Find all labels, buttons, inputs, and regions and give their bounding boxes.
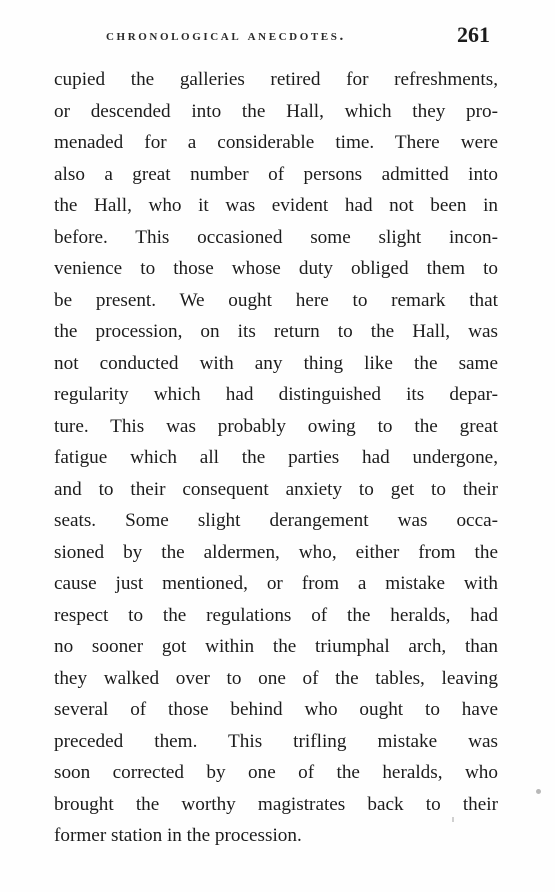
body-text — [54, 64, 498, 852]
text-line: no sooner got within the triumphal arch, than — [54, 636, 498, 657]
text-line: regularity which had distinguished its depar- — [54, 384, 498, 405]
text-line: brought the worthy magistrates back to their — [54, 793, 498, 815]
text-line: before. This occasioned some slight incon- — [54, 226, 498, 248]
text-line: sioned by the aldermen, who, either from the — [54, 541, 498, 563]
text-line: menaded for a considerable time. There were — [54, 132, 498, 153]
paper-mark — [452, 817, 454, 822]
running-title: chronological anecdotes. — [106, 28, 346, 44]
text-line: fatigue which all the parties had undergone, — [54, 447, 498, 468]
text-line: respect to the regulations of the heralds, had — [54, 604, 498, 626]
text-line: or descended into the Hall, which they pro- — [54, 100, 498, 122]
text-line: soon corrected by one of the heralds, who — [54, 762, 498, 783]
page-number: 261 — [457, 22, 490, 47]
running-head — [54, 22, 498, 50]
text-line: venience to those whose duty obliged them to — [54, 258, 498, 279]
text-line: cause just mentioned, or from a mistake with — [54, 573, 498, 594]
text-line: the procession, on its return to the Hall, was — [54, 321, 498, 342]
text-line: preceded them. This trifling mistake was — [54, 730, 498, 752]
text-line-last: former station in the procession. — [54, 825, 302, 846]
text-line: several of those behind who ought to have — [54, 699, 498, 720]
text-line: seats. Some slight derangement was occa- — [54, 510, 498, 531]
text-line: ture. This was probably owing to the great — [54, 415, 498, 437]
paper-speck — [536, 789, 541, 794]
text-line: the Hall, who it was evident had not been in — [54, 195, 498, 216]
text-line: and to their consequent anxiety to get to their — [54, 478, 498, 500]
text-line: cupied the galleries retired for refreshments, — [54, 69, 498, 90]
text-line: be present. We ought here to remark that — [54, 289, 498, 311]
text-line: also a great number of persons admitted into — [54, 163, 498, 185]
text-line: not conducted with any thing like the same — [54, 352, 498, 374]
text-line: they walked over to one of the tables, leaving — [54, 667, 498, 689]
